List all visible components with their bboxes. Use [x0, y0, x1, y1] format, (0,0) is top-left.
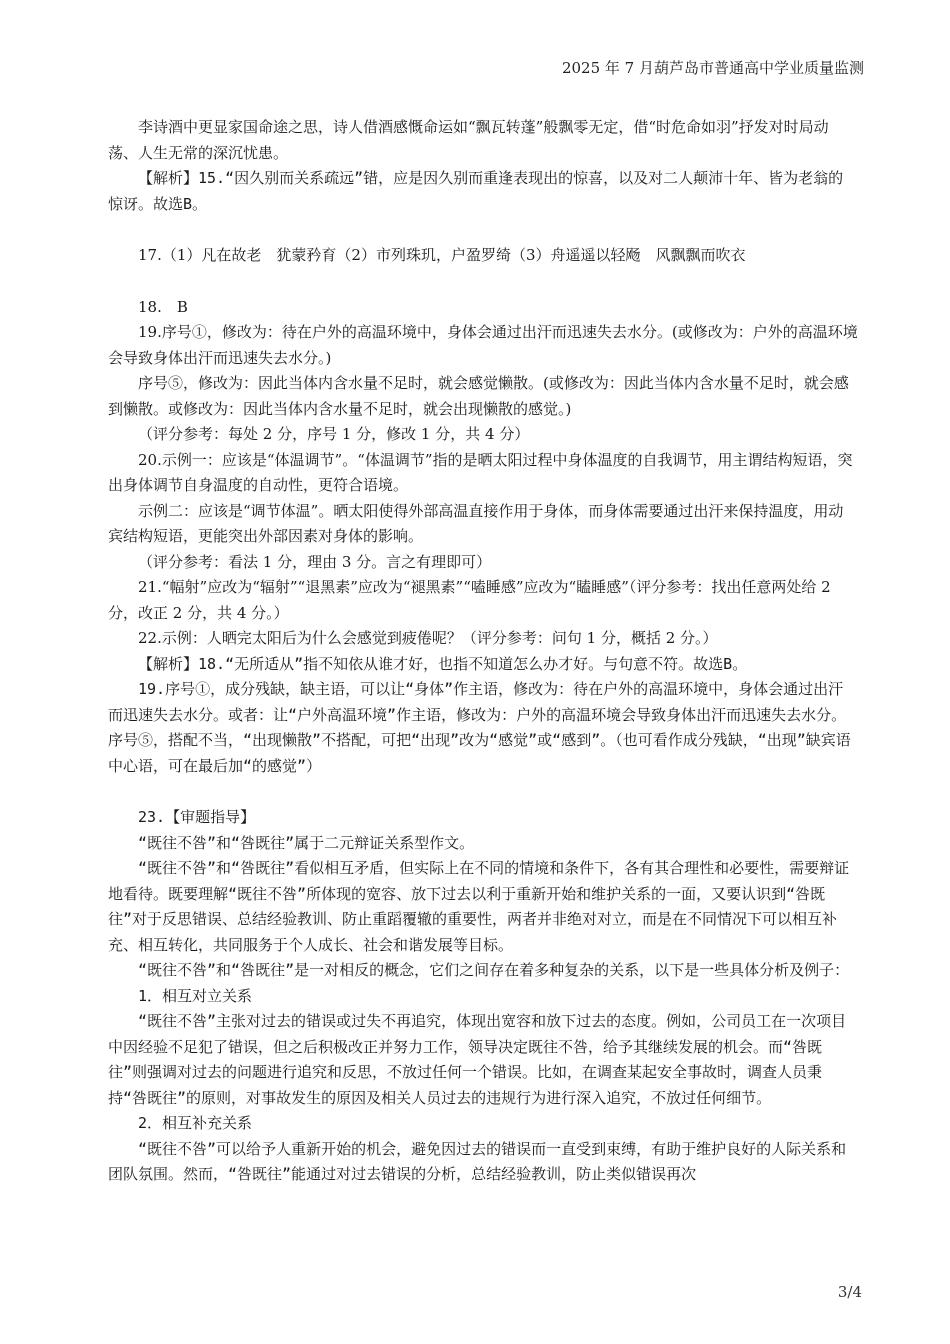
paragraph-explanation-15: 【解析】15.“因久别而关系疏远”错，应是因久别而重逢表现出的惊喜，以及对二人颠沛十年、皆为老翁的惊讶。故选B。 [108, 169, 844, 213]
document-body [108, 115, 858, 1188]
paragraph-explanation-18: 【解析】18.“无所适从”指不知依从谁才好，也指不知道怎么办才好。与句意不符。故选B。 [138, 654, 748, 673]
paragraph-answer-20-example1: 20.示例一：应该是“体温调节”。“体温调节”指的是晒太阳过程中身体温度的自我调节，用主谓结构短语，突出身体调节自身温度的自动性，更符合语境。 [108, 450, 853, 494]
paragraph-section-2-body: “既往不咎”可以给予人重新开始的机会，避免因过去的错误而一直受到束缚，有助于维护良好的人际关系和团队氛围。然而，“咎既往”能通过对过去错误的分析，总结经验教训，防止类似错误再次 [108, 1139, 847, 1183]
paragraph-answer-17: 17.（1）凡在故老 犹蒙矜育（2）市列珠玑，户盈罗绮（3）舟遥遥以轻飏 风飘飘而吹衣 [138, 246, 746, 264]
paragraph-section-1-body: “既往不咎”主张对过去的错误或过失不再追究，体现出宽容和放下过去的态度。例如，公司员工在一次项目中因经验不足犯了错误，但之后积极改正并努力工作，领导决定既往不咎，给予其继续发展的机会。而“咎既往”则强调对过去的问题进行追究和反思，不放过任何一个错误。比如，在调查某起安全事故时，调查人员秉持“咎既往”的原则，对事故发生的原因及相关人员过去的违规行为进行深入追究，不放过任何细节。 [108, 1012, 847, 1107]
paragraph-explanation-19: 19.序号①，成分残缺，缺主语，可以让“身体”作主语，修改为：待在户外的高温环境中，身体会通过出汗而迅速失去水分。或者：让“户外高温环境”作主语，修改为：户外的高温环境会导致身体出汗而迅速失去水分。序号⑤，搭配不当，“出现懒散”不搭配，可把“出现”改为“感觉”或“感到”。（也可看作成分残缺，“出现”缺宾语中心语，可在最后加“的感觉”） [108, 680, 851, 775]
paragraph-answer-18: 18. B [138, 297, 188, 316]
paragraph-answer-19-item5: 序号⑤，修改为：因此当体内含水量不足时，就会感觉懒散。(或修改为：因此当体内含水量不足时，就会感到懒散。或修改为：因此当体内含水量不足时，就会出现懒散的感觉。) [108, 374, 849, 418]
paragraph-question-23-heading: 23.【审题指导】 [138, 808, 256, 826]
paragraph-poem-analysis: 李诗酒中更显家国命途之思，诗人借酒感慨命运如“飘瓦转蓬”般飘零无定，借“时危命如羽”抒发对时局动荡、人生无常的深沉忧患。 [108, 118, 829, 162]
paragraph-question-23-type: “既往不咎”和“咎既往”属于二元辩证关系型作文。 [138, 833, 475, 852]
paragraph-answer-19: 19.序号①，修改为：待在户外的高温环境中，身体会通过出汗而迅速失去水分。(或修改为：户外的高温环境会导致身体出汗而迅速失去水分。) [108, 323, 858, 367]
page-number: 3/4 [837, 1283, 862, 1301]
paragraph-section-1-title: 1．相互对立关系 [138, 986, 253, 1005]
paragraph-scoring-19: （评分参考：每处 2 分，序号 1 分，修改 1 分，共 4 分） [138, 425, 530, 443]
paragraph-answer-21: 21.“幅射”应改为“辐射”“退黑素”应改为“褪黑素”“嗑睡感”应改为“瞌睡感”（评分参考：找出任意两处给 2 分，改正 2 分，共 4 分。） [108, 578, 831, 622]
paragraph-answer-22: 22.示例：人晒完太阳后为什么会感觉到疲倦呢？（评分参考：问句 1 分，概括 2 分。） [138, 629, 718, 647]
paragraph-scoring-20: （评分参考：看法 1 分，理由 3 分。言之有理即可） [138, 552, 492, 571]
page-header: 2025 年 7 月葫芦岛市普通高中学业质量监测 [561, 59, 864, 77]
paragraph-question-23-relations: “既往不咎”和“咎既往”是一对相反的概念，它们之间存在着多种复杂的关系，以下是一些具体分析及例子： [138, 961, 850, 979]
paragraph-answer-20-example2: 示例二：应该是“调节体温”。晒太阳使得外部高温直接作用于身体，而身体需要通过出汗来保持温度，用动宾结构短语，更能突出外部因素对身体的影响。 [108, 501, 844, 545]
paragraph-section-2-title: 2．相互补充关系 [138, 1114, 253, 1132]
paragraph-question-23-dialectic: “既往不咎”和“咎既往”看似相互矛盾，但实际上在不同的情境和条件下，各有其合理性和必要性，需要辩证地看待。既要理解“既往不咎”所体现的宽容、放下过去以利于重新开始和维护关系的一面，又要认识到“咎既往”对于反思错误、总结经验教训、防止重蹈覆辙的重要性，两者并非绝对对立，而是在不同情况下可以相互补充、相互转化，共同服务于个人成长、社会和谐发展等目标。 [108, 859, 850, 954]
